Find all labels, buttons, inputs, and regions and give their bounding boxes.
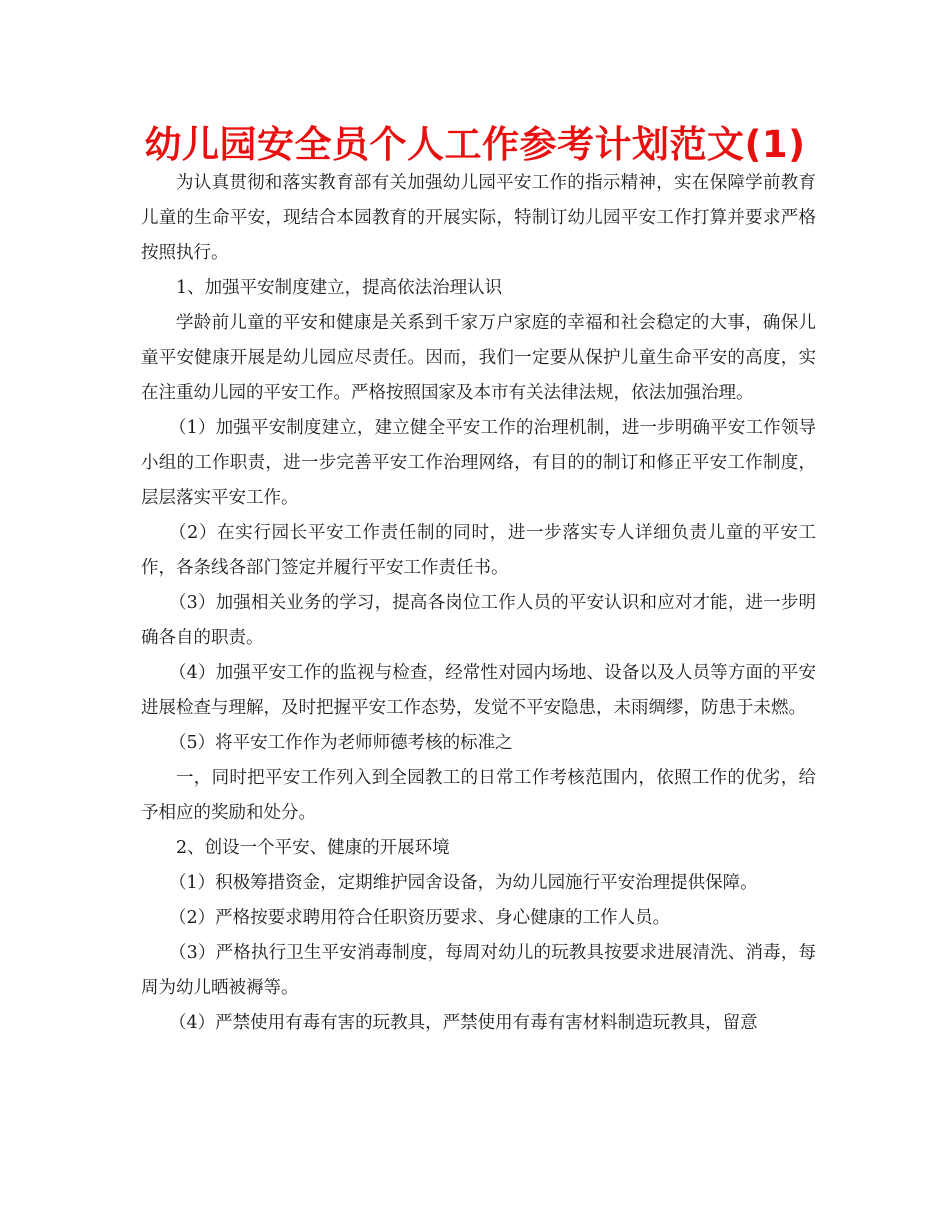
paragraph-intro: 为认真贯彻和落实教育部有关加强幼儿园平安工作的指示精神，实在保障学前教育儿童的生命平安，现结合本园教育的开展实际，特制订幼儿园平安工作打算并要求严格按照执行。 xyxy=(141,173,816,263)
list-item-2-4: （4）严禁使用有毒有害的玩教具，严禁使用有毒有害材料制造玩教具，留意 xyxy=(169,1013,758,1033)
document-body xyxy=(141,166,816,1041)
document-title: 幼儿园安全员个人工作参考计划范文(1) xyxy=(144,123,806,166)
list-item-1-3: （3）加强相关业务的学习，提高各岗位工作人员的平安认识和应对才能，进一步明确各自的职责。 xyxy=(141,593,816,648)
paragraph-section-1: 学龄前儿童的平安和健康是关系到千家万户家庭的幸福和社会稳定的大事，确保儿童平安健康开展是幼儿园应尽责任。因而，我们一定要从保护儿童生命平安的高度，实在注重幼儿园的平安工作。严格按照国家及本市有关法律法规，依法加强治理。 xyxy=(141,313,816,403)
list-item-1-1: （1）加强平安制度建立，建立健全平安工作的治理机制，进一步明确平安工作领导小组的工作职责，进一步完善平安工作治理网络，有目的的制订和修正平安工作制度，层层落实平安工作。 xyxy=(141,418,816,508)
list-item-2-3: （3）严格执行卫生平安消毒制度，每周对幼儿的玩教具按要求进展清洗、消毒，每周为幼儿晒被褥等。 xyxy=(141,943,816,998)
list-item-1-4: （4）加强平安工作的监视与检查，经常性对园内场地、设备以及人员等方面的平安进展检查与理解，及时把握平安工作态势，发觉不平安隐患，未雨绸缪，防患于未燃。 xyxy=(141,663,816,718)
paragraph-continuation: 一，同时把平安工作列入到全园教工的日常工作考核范围内，依照工作的优劣，给予相应的奖励和处分。 xyxy=(141,768,816,823)
list-item-1-5: （5）将平安工作作为老师师德考核的标准之 xyxy=(169,733,513,753)
list-item-2-2: （2）严格按要求聘用符合任职资历要求、身心健康的工作人员。 xyxy=(169,908,671,928)
list-item-1-2: （2）在实行园长平安工作责任制的同时，进一步落实专人详细负责儿童的平安工作，各条线各部门签定并履行平安工作责任书。 xyxy=(141,523,816,578)
section-heading-1: 1、加强平安制度建立，提高依法治理认识 xyxy=(176,278,503,298)
section-heading-2: 2、创设一个平安、健康的开展环境 xyxy=(176,838,450,858)
list-item-2-1: （1）积极筹措资金，定期维护园舍设备，为幼儿园施行平安治理提供保障。 xyxy=(169,873,758,893)
